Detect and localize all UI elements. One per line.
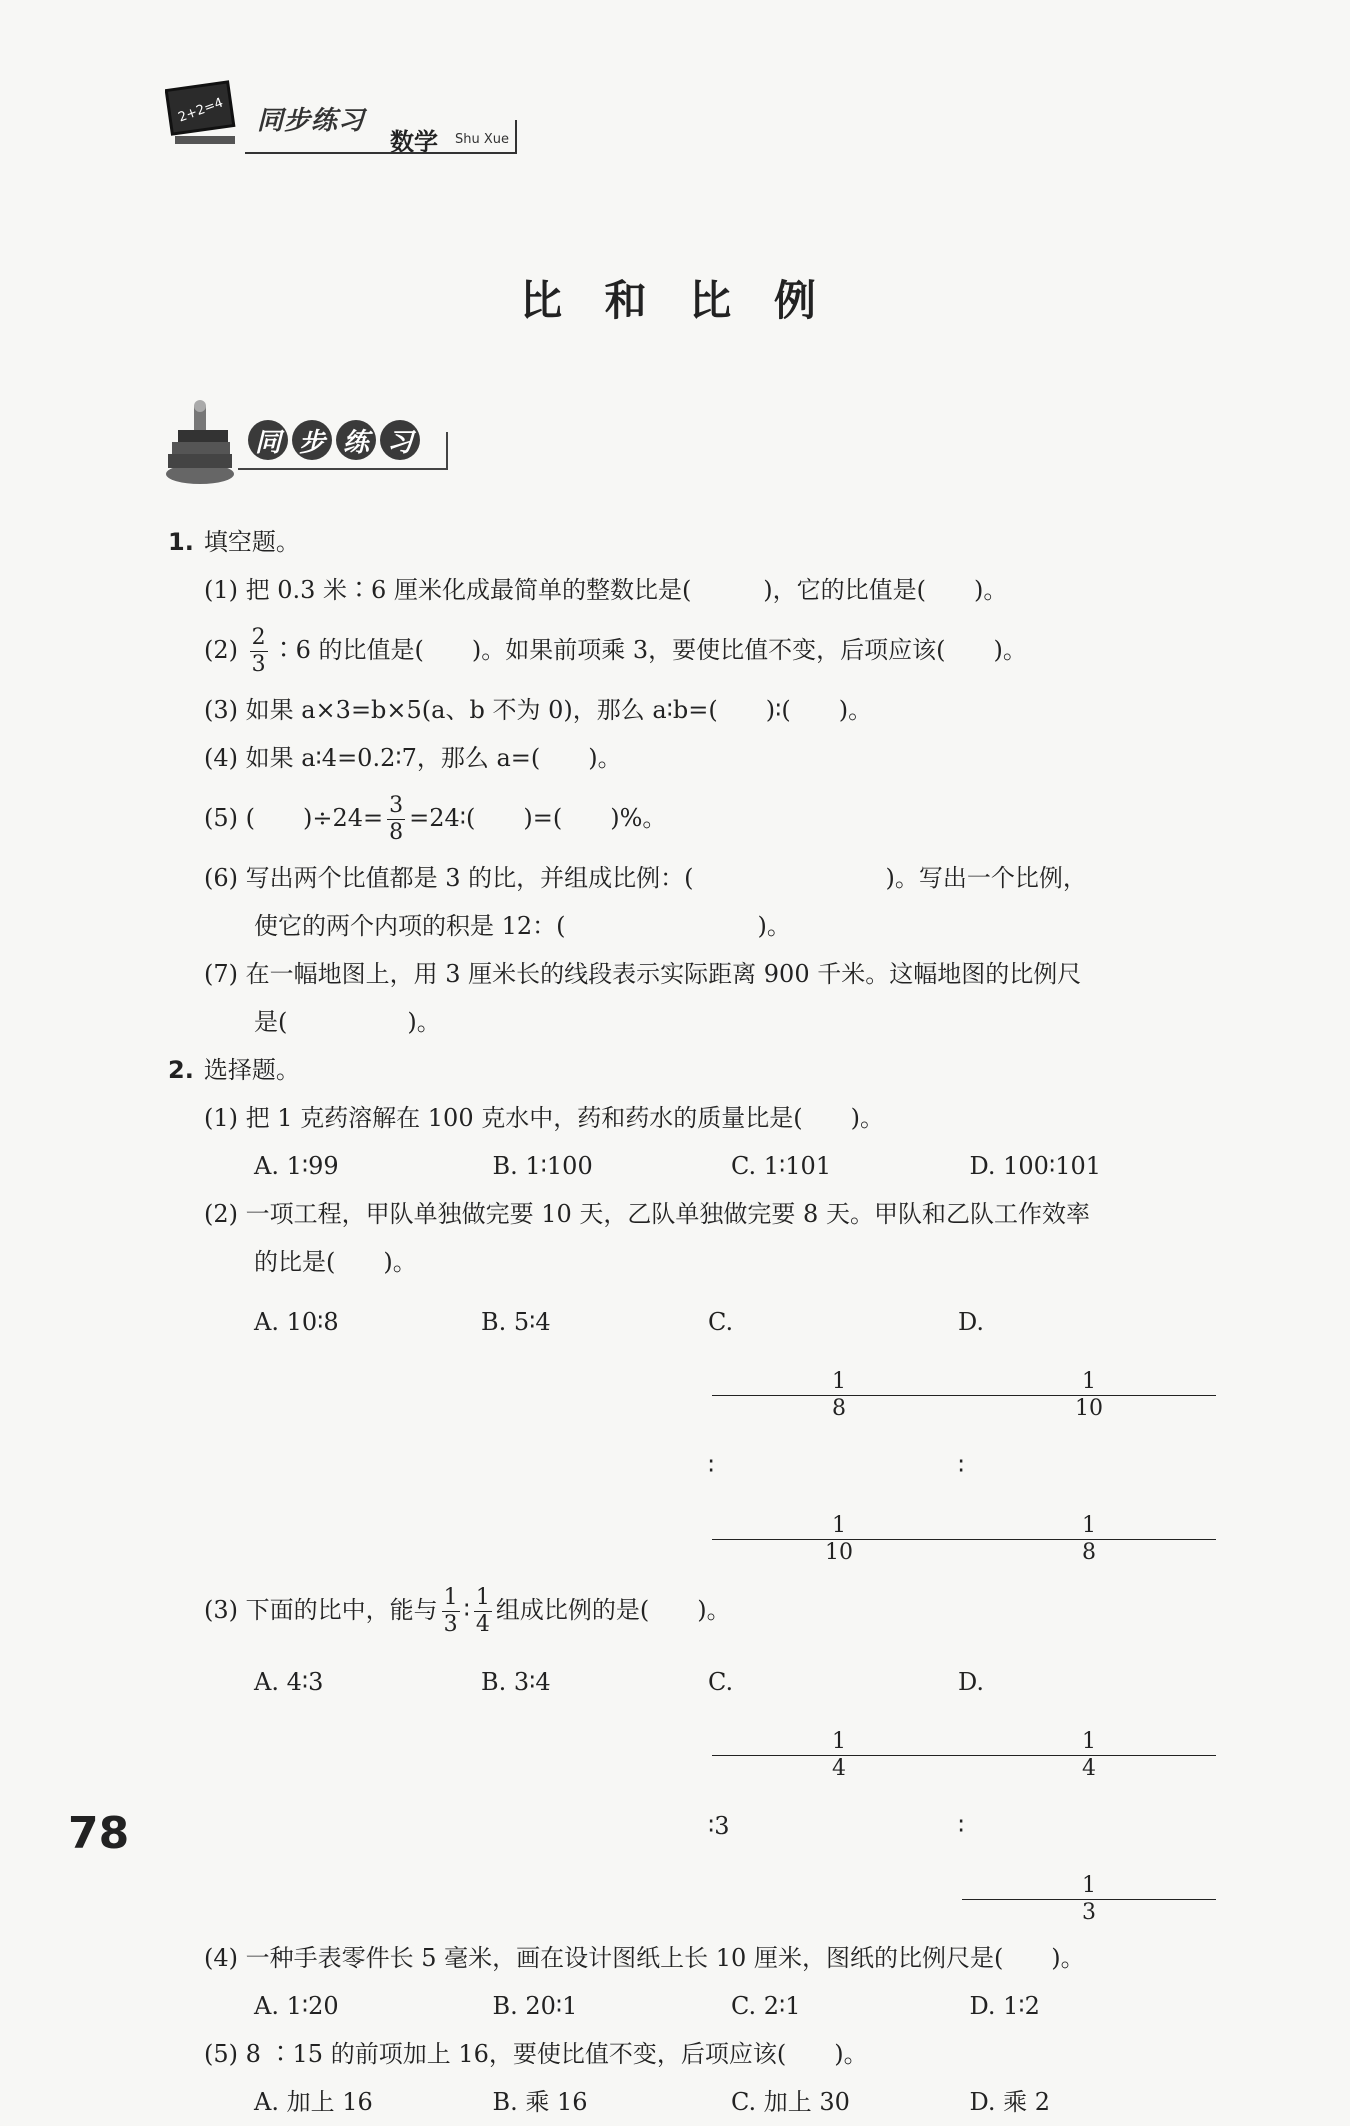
header bbox=[165, 80, 525, 170]
q2-item-1-options bbox=[168, 1142, 1208, 1190]
item-prefix: (2) bbox=[204, 636, 238, 664]
q2-item-4: (4) 一种手表零件长 5 毫米，画在设计图纸上长 10 厘米，图纸的比例尺是( )。 bbox=[204, 1944, 1085, 1972]
badge-underline bbox=[238, 468, 448, 470]
header-rule bbox=[245, 152, 517, 154]
option-a: A. 1∶20 bbox=[254, 1992, 339, 2020]
option-d: D. 100∶101 bbox=[969, 1152, 1102, 1180]
q1-item-6-cont: 使它的两个内项的积是 12：( )。 bbox=[254, 912, 791, 940]
option-b: B. 乘 16 bbox=[492, 2088, 588, 2116]
questions bbox=[168, 518, 1208, 2126]
option-d: D. 1∶2 bbox=[969, 1992, 1040, 2020]
q1-item-6: (6) 写出两个比值都是 3 的比，并组成比例：( )。写出一个比例， bbox=[204, 864, 1087, 892]
badge-char: 习 bbox=[380, 420, 420, 460]
item-text: =24∶( )=( )%。 bbox=[409, 804, 667, 832]
option-c: C. $\frac{1}{8}$ ∶ $\frac{1}{10}$ bbox=[708, 1286, 958, 1574]
q1-label: 填空题。 bbox=[203, 528, 300, 556]
q2-item-3-options bbox=[168, 1646, 1208, 1934]
header-subject: 数学 bbox=[390, 128, 438, 156]
q1-item-1: (1) 把 0.3 米∶6 厘米化成最简单的整数比是( )，它的比值是( )。 bbox=[204, 576, 1008, 604]
section-badge bbox=[160, 398, 440, 488]
badge-char: 同 bbox=[248, 420, 288, 460]
header-pinyin: Shu Xue bbox=[455, 132, 510, 147]
option-c: C. $\frac{1}{4}$ ∶3 bbox=[708, 1646, 958, 1934]
q2-item-1: (1) 把 1 克药溶解在 100 克水中，药和药水的质量比是( )。 bbox=[204, 1104, 884, 1132]
books-icon bbox=[160, 398, 240, 488]
option-b: B. 3∶4 bbox=[481, 1668, 551, 1696]
fraction-three-eighths: $\frac{3}{8}$ bbox=[389, 793, 404, 845]
option-a: A. 加上 16 bbox=[254, 2088, 373, 2116]
badge-underline-end bbox=[446, 432, 448, 470]
header-rule-end bbox=[515, 120, 517, 152]
option-c: C. 1∶101 bbox=[731, 1152, 832, 1180]
q1-item-5 bbox=[168, 782, 1208, 854]
option-c: C. 2∶1 bbox=[731, 1992, 801, 2020]
option-d: D. 乘 2 bbox=[969, 2088, 1051, 2116]
option-d: D. $\frac{1}{10}$ ∶ $\frac{1}{8}$ bbox=[958, 1286, 1208, 1574]
q1-item-3: (3) 如果 a×3=b×5(a、b 不为 0)，那么 a∶b=( )∶( )。 bbox=[204, 696, 873, 724]
q2-item-3: (3) 下面的比中，能与 $\frac{1}{3}$ ∶ $\frac{1}{4}$ 组成比例的是( )。 bbox=[204, 1585, 731, 1637]
page-number: 78 bbox=[68, 1808, 130, 1859]
q1-item-7-cont: 是( )。 bbox=[254, 1008, 441, 1036]
q2-item-2-cont: 的比是( )。 bbox=[254, 1248, 417, 1276]
option-d: D. $\frac{1}{4}$ ∶ $\frac{1}{3}$ bbox=[958, 1646, 1208, 1934]
item-prefix: (5) ( )÷24= bbox=[204, 804, 384, 832]
option-a: A. 4∶3 bbox=[254, 1668, 324, 1696]
option-c: C. 加上 30 bbox=[731, 2088, 850, 2116]
blackboard-icon bbox=[165, 80, 245, 150]
option-a: A. 1∶99 bbox=[254, 1152, 339, 1180]
svg-text:2+2=4: 2+2=4 bbox=[176, 95, 226, 126]
q2-item-4-options bbox=[168, 1982, 1208, 2030]
q2-item-5-options bbox=[168, 2078, 1208, 2126]
header-tag: 同步练习 bbox=[257, 106, 366, 136]
badge-char: 步 bbox=[292, 420, 332, 460]
option-b: B. 1∶100 bbox=[492, 1152, 593, 1180]
option-b: B. 5∶4 bbox=[481, 1308, 551, 1336]
option-b: B. 20∶1 bbox=[492, 1992, 578, 2020]
q2-item-5: (5) 8 ∶15 的前项加上 16，要使比值不变，后项应该( )。 bbox=[204, 2040, 868, 2068]
page-title: 比 和 比 例 bbox=[520, 276, 830, 325]
q1-item-4: (4) 如果 a∶4=0.2∶7，那么 a=( )。 bbox=[204, 744, 622, 772]
q2-item-2-options bbox=[168, 1286, 1208, 1574]
q2-label: 选择题。 bbox=[203, 1056, 300, 1084]
q1-item-7: (7) 在一幅地图上，用 3 厘米长的线段表示实际距离 900 千米。这幅地图的比例尺 bbox=[204, 960, 1082, 988]
q1-item-2 bbox=[168, 614, 1208, 686]
q2-number: 2. bbox=[168, 1056, 194, 1084]
badge-char: 练 bbox=[336, 420, 376, 460]
item-text: ∶6 的比值是( )。如果前项乘 3，要使比值不变，后项应该( )。 bbox=[271, 636, 1027, 664]
q2-item-2: (2) 一项工程，甲队单独做完要 10 天，乙队单独做完要 8 天。甲队和乙队工作效率 bbox=[204, 1200, 1090, 1228]
q1-number: 1. bbox=[168, 528, 194, 556]
fraction-two-thirds: $\frac{2}{3}$ bbox=[251, 625, 266, 677]
option-a: A. 10∶8 bbox=[254, 1308, 339, 1336]
